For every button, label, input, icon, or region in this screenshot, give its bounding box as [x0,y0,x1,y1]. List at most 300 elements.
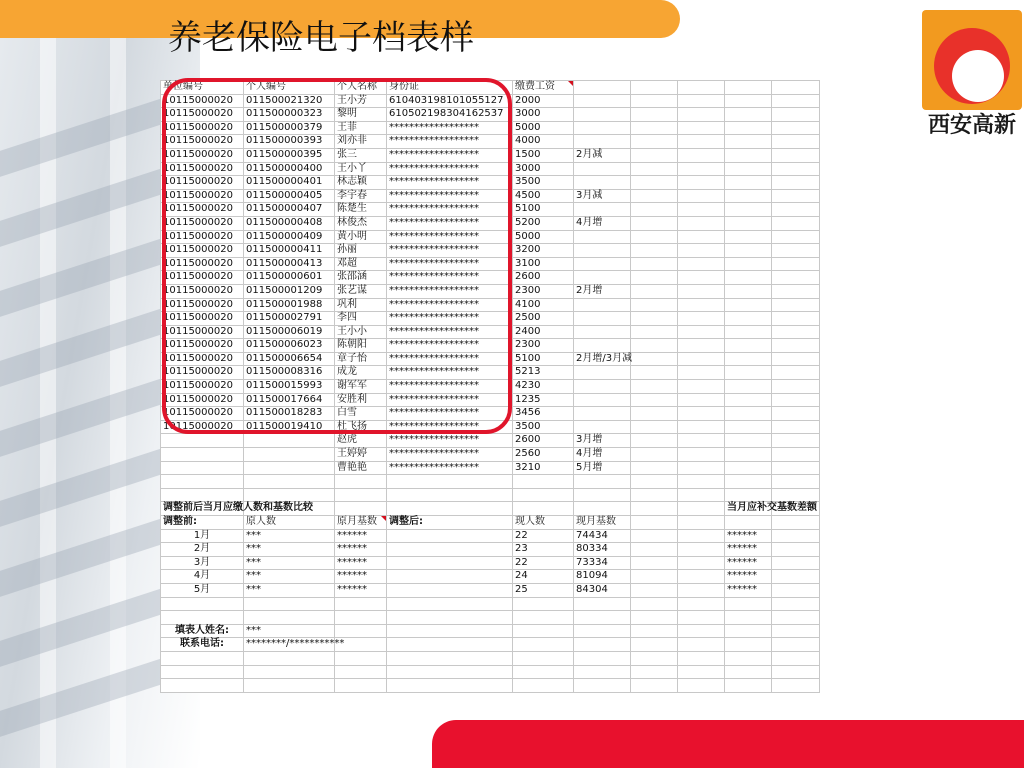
cell-person-id[interactable]: 011500000401 [244,176,335,190]
cell-wage[interactable]: 4100 [513,298,574,312]
cell-id-card[interactable]: ****************** [387,339,513,353]
empty-cell[interactable] [725,216,772,230]
empty-cell[interactable] [574,475,631,489]
cell-unit-id[interactable]: 10115000020 [161,366,244,380]
empty-cell[interactable] [678,257,725,271]
empty-cell[interactable] [631,216,678,230]
header-wage[interactable]: 缴费工资 [513,81,574,95]
empty-cell[interactable] [678,352,725,366]
empty-cell[interactable] [387,543,513,557]
empty-cell[interactable] [725,475,772,489]
empty-cell[interactable] [387,570,513,584]
empty-cell[interactable] [678,176,725,190]
cell-note[interactable] [574,298,631,312]
empty-cell[interactable] [725,81,772,95]
cell-unit-id[interactable]: 10115000020 [161,189,244,203]
before-count-header[interactable]: 原人数 [244,516,335,530]
cell-person-name[interactable]: 陈朝阳 [335,339,387,353]
cell-note[interactable] [574,325,631,339]
empty-cell[interactable] [244,679,335,693]
cell-person-id[interactable]: 011500018283 [244,407,335,421]
cell-note[interactable] [574,135,631,149]
cell-diff[interactable]: ****** [725,556,772,570]
empty-cell[interactable] [725,203,772,217]
cell-person-id[interactable]: 011500015993 [244,380,335,394]
cell-new-count[interactable]: 24 [513,570,574,584]
empty-cell[interactable] [387,583,513,597]
empty-cell[interactable] [772,257,820,271]
cell-note[interactable] [574,271,631,285]
cell-id-card[interactable]: ****************** [387,298,513,312]
cell-person-id[interactable]: 011500002791 [244,312,335,326]
cell-wage[interactable]: 2300 [513,284,574,298]
cell-person-name[interactable]: 王小小 [335,325,387,339]
cell-note[interactable]: 4月增 [574,216,631,230]
empty-cell[interactable] [574,597,631,611]
empty-cell[interactable] [772,434,820,448]
cell-orig-count[interactable]: *** [244,583,335,597]
empty-cell[interactable] [335,665,387,679]
empty-cell[interactable] [678,325,725,339]
empty-cell[interactable] [772,570,820,584]
empty-cell[interactable] [387,502,513,516]
cell-id-card[interactable]: ****************** [387,366,513,380]
cell-id-card[interactable]: ****************** [387,325,513,339]
empty-cell[interactable] [772,488,820,502]
cell-wage[interactable]: 2600 [513,434,574,448]
cell-unit-id[interactable]: 10115000020 [161,216,244,230]
empty-cell[interactable] [161,665,244,679]
cell-person-name[interactable]: 邓超 [335,257,387,271]
cell-unit-id[interactable]: 10115000020 [161,94,244,108]
after-base-header[interactable]: 现月基数 [574,516,631,530]
empty-cell[interactable] [387,556,513,570]
cell-unit-id[interactable]: 10115000020 [161,271,244,285]
cell-note[interactable]: 3月减 [574,189,631,203]
cell-person-name[interactable]: 张邵涵 [335,271,387,285]
cell-note[interactable] [574,203,631,217]
empty-cell[interactable] [574,665,631,679]
empty-cell[interactable] [631,448,678,462]
empty-cell[interactable] [387,651,513,665]
cell-unit-id[interactable]: 10115000020 [161,339,244,353]
cell-person-name[interactable]: 成龙 [335,366,387,380]
empty-cell[interactable] [772,108,820,122]
cell-person-name[interactable]: 白雪 [335,407,387,421]
cell-wage[interactable]: 3500 [513,420,574,434]
cell-orig-base[interactable]: ****** [335,543,387,557]
cell-wage[interactable]: 5200 [513,216,574,230]
empty-cell[interactable] [387,488,513,502]
empty-cell[interactable] [725,162,772,176]
empty-cell[interactable] [678,488,725,502]
cell-id-card[interactable]: ****************** [387,216,513,230]
cell-wage[interactable]: 5100 [513,203,574,217]
empty-cell[interactable] [631,352,678,366]
empty-cell[interactable] [631,257,678,271]
cell-person-id[interactable]: 011500008316 [244,366,335,380]
empty-cell[interactable] [631,407,678,421]
empty-cell[interactable] [678,638,725,652]
empty-cell[interactable] [631,148,678,162]
empty-cell[interactable] [335,488,387,502]
cell-id-card[interactable]: ****************** [387,203,513,217]
empty-cell[interactable] [631,162,678,176]
empty-cell[interactable] [772,638,820,652]
empty-cell[interactable] [631,135,678,149]
cell-wage[interactable]: 5000 [513,121,574,135]
empty-cell[interactable] [772,461,820,475]
empty-cell[interactable] [574,651,631,665]
empty-cell[interactable] [335,475,387,489]
empty-cell[interactable] [678,189,725,203]
cell-id-card[interactable]: ****************** [387,148,513,162]
cell-unit-id[interactable]: 10115000020 [161,108,244,122]
empty-cell[interactable] [631,516,678,530]
empty-cell[interactable] [678,244,725,258]
cell-id-card[interactable]: ****************** [387,434,513,448]
empty-cell[interactable] [631,94,678,108]
cell-person-id[interactable]: 011500019410 [244,420,335,434]
cell-person-name[interactable]: 黎明 [335,108,387,122]
empty-cell[interactable] [725,148,772,162]
cell-note[interactable] [574,121,631,135]
empty-cell[interactable] [772,448,820,462]
empty-cell[interactable] [631,502,678,516]
empty-cell[interactable] [772,516,820,530]
empty-cell[interactable] [772,162,820,176]
cell-id-card[interactable]: ****************** [387,135,513,149]
cell-note[interactable]: 4月增 [574,448,631,462]
cell-new-count[interactable]: 22 [513,529,574,543]
cell-diff[interactable]: ****** [725,583,772,597]
cell-id-card[interactable]: ****************** [387,312,513,326]
cell-id-card[interactable]: ****************** [387,244,513,258]
cell-id-card[interactable]: 610502198304162537 [387,108,513,122]
cell-unit-id[interactable]: 10115000020 [161,148,244,162]
empty-cell[interactable] [631,380,678,394]
empty-cell[interactable] [772,189,820,203]
cell-person-id[interactable] [244,434,335,448]
cell-new-base[interactable]: 80334 [574,543,631,557]
empty-cell[interactable] [772,611,820,625]
empty-cell[interactable] [772,475,820,489]
cell-month[interactable]: 5月 [161,583,244,597]
cell-person-name[interactable]: 王小芳 [335,94,387,108]
cell-id-card[interactable]: ****************** [387,448,513,462]
empty-cell[interactable] [725,94,772,108]
cell-wage[interactable]: 3100 [513,257,574,271]
empty-cell[interactable] [678,135,725,149]
empty-cell[interactable] [678,298,725,312]
empty-cell[interactable] [631,108,678,122]
cell-new-base[interactable]: 73334 [574,556,631,570]
cell-person-id[interactable]: 011500000395 [244,148,335,162]
empty-cell[interactable] [725,176,772,190]
empty-cell[interactable] [574,502,631,516]
filler-name-value[interactable]: *** [244,624,335,638]
cell-person-id[interactable]: 011500000601 [244,271,335,285]
empty-cell[interactable] [725,257,772,271]
cell-unit-id[interactable] [161,434,244,448]
empty-cell[interactable] [678,312,725,326]
empty-cell[interactable] [725,121,772,135]
empty-cell[interactable] [678,611,725,625]
empty-cell[interactable] [387,624,513,638]
empty-cell[interactable] [725,407,772,421]
empty-cell[interactable] [678,366,725,380]
empty-cell[interactable] [631,597,678,611]
cell-orig-count[interactable]: *** [244,543,335,557]
cell-wage[interactable]: 3456 [513,407,574,421]
before-base-header[interactable]: 原月基数 [335,516,387,530]
cell-person-name[interactable]: 李四 [335,312,387,326]
cell-person-name[interactable]: 谢军军 [335,380,387,394]
cell-wage[interactable]: 3210 [513,461,574,475]
empty-cell[interactable] [772,556,820,570]
empty-cell[interactable] [678,679,725,693]
empty-cell[interactable] [772,543,820,557]
empty-cell[interactable] [631,611,678,625]
empty-cell[interactable] [387,611,513,625]
cell-new-base[interactable]: 74434 [574,529,631,543]
cell-person-id[interactable]: 011500000405 [244,189,335,203]
empty-cell[interactable] [678,121,725,135]
empty-cell[interactable] [725,665,772,679]
cell-unit-id[interactable]: 10115000020 [161,230,244,244]
empty-cell[interactable] [678,407,725,421]
diff-heading[interactable]: 当月应补交基数差额 [725,502,772,516]
empty-cell[interactable] [678,543,725,557]
empty-cell[interactable] [513,638,574,652]
cell-unit-id[interactable]: 10115000020 [161,393,244,407]
cell-note[interactable] [574,393,631,407]
cell-unit-id[interactable]: 10115000020 [161,135,244,149]
cell-person-id[interactable]: 011500017664 [244,393,335,407]
cell-orig-base[interactable]: ****** [335,529,387,543]
empty-cell[interactable] [678,570,725,584]
cell-person-id[interactable]: 011500006023 [244,339,335,353]
cell-unit-id[interactable]: 10115000020 [161,312,244,326]
cell-unit-id[interactable]: 10115000020 [161,176,244,190]
empty-cell[interactable] [513,665,574,679]
cell-diff[interactable]: ****** [725,570,772,584]
cell-wage[interactable]: 5100 [513,352,574,366]
cell-unit-id[interactable]: 10115000020 [161,380,244,394]
empty-cell[interactable] [161,651,244,665]
empty-cell[interactable] [161,488,244,502]
empty-cell[interactable] [772,651,820,665]
empty-cell[interactable] [725,651,772,665]
empty-cell[interactable] [772,624,820,638]
cell-unit-id[interactable] [161,448,244,462]
empty-cell[interactable] [631,679,678,693]
cell-unit-id[interactable]: 10115000020 [161,121,244,135]
empty-cell[interactable] [678,434,725,448]
empty-cell[interactable] [631,312,678,326]
cell-orig-count[interactable]: *** [244,570,335,584]
cell-id-card[interactable]: ****************** [387,380,513,394]
empty-cell[interactable] [678,502,725,516]
empty-cell[interactable] [678,516,725,530]
cell-note[interactable]: 2月增 [574,284,631,298]
cell-month[interactable]: 4月 [161,570,244,584]
cell-note[interactable] [574,162,631,176]
empty-cell[interactable] [725,393,772,407]
cell-new-count[interactable]: 25 [513,583,574,597]
cell-person-id[interactable]: 011500000411 [244,244,335,258]
empty-cell[interactable] [772,366,820,380]
cell-id-card[interactable]: ****************** [387,420,513,434]
empty-cell[interactable] [725,380,772,394]
cell-id-card[interactable]: ****************** [387,352,513,366]
empty-cell[interactable] [631,570,678,584]
cell-wage[interactable]: 2500 [513,312,574,326]
empty-cell[interactable] [631,298,678,312]
cell-person-id[interactable]: 011500021320 [244,94,335,108]
empty-cell[interactable] [725,638,772,652]
empty-cell[interactable] [387,638,513,652]
cell-wage[interactable]: 2400 [513,325,574,339]
before-label[interactable]: 调整前: [161,516,244,530]
cell-wage[interactable]: 1500 [513,148,574,162]
empty-cell[interactable] [631,271,678,285]
empty-cell[interactable] [772,583,820,597]
empty-cell[interactable] [772,312,820,326]
empty-cell[interactable] [574,81,631,95]
empty-cell[interactable] [725,461,772,475]
empty-cell[interactable] [513,651,574,665]
cell-unit-id[interactable]: 10115000020 [161,407,244,421]
empty-cell[interactable] [678,108,725,122]
empty-cell[interactable] [161,611,244,625]
cell-person-name[interactable]: 李宇春 [335,189,387,203]
cell-unit-id[interactable]: 10115000020 [161,325,244,339]
empty-cell[interactable] [631,488,678,502]
cell-person-id[interactable]: 011500006654 [244,352,335,366]
cell-person-id[interactable] [244,461,335,475]
empty-cell[interactable] [772,244,820,258]
empty-cell[interactable] [335,611,387,625]
empty-cell[interactable] [631,81,678,95]
cell-note[interactable] [574,420,631,434]
empty-cell[interactable] [244,651,335,665]
empty-cell[interactable] [678,651,725,665]
empty-cell[interactable] [678,94,725,108]
empty-cell[interactable] [725,679,772,693]
empty-cell[interactable] [678,624,725,638]
empty-cell[interactable] [244,475,335,489]
cell-note[interactable]: 2月减 [574,148,631,162]
cell-note[interactable] [574,312,631,326]
empty-cell[interactable] [678,148,725,162]
empty-cell[interactable] [631,189,678,203]
header-id-card[interactable]: 身份证 [387,81,513,95]
empty-cell[interactable] [678,216,725,230]
empty-cell[interactable] [631,651,678,665]
cell-new-base[interactable]: 84304 [574,583,631,597]
cell-person-id[interactable]: 011500000379 [244,121,335,135]
empty-cell[interactable] [678,271,725,285]
empty-cell[interactable] [335,679,387,693]
empty-cell[interactable] [335,624,387,638]
empty-cell[interactable] [678,162,725,176]
phone-label[interactable]: 联系电话: [161,638,244,652]
empty-cell[interactable] [725,624,772,638]
cell-person-name[interactable]: 杜飞扬 [335,420,387,434]
empty-cell[interactable] [725,488,772,502]
empty-cell[interactable] [161,679,244,693]
cell-note[interactable] [574,94,631,108]
cell-person-id[interactable]: 011500000400 [244,162,335,176]
cell-id-card[interactable]: ****************** [387,393,513,407]
cell-person-id[interactable]: 011500001988 [244,298,335,312]
cell-person-name[interactable]: 章子怡 [335,352,387,366]
cell-wage[interactable]: 2560 [513,448,574,462]
cell-note[interactable] [574,339,631,353]
cell-wage[interactable]: 2600 [513,271,574,285]
empty-cell[interactable] [513,611,574,625]
cell-person-name[interactable]: 张艺谋 [335,284,387,298]
empty-cell[interactable] [772,94,820,108]
cell-wage[interactable]: 4500 [513,189,574,203]
empty-cell[interactable] [772,339,820,353]
empty-cell[interactable] [678,393,725,407]
empty-cell[interactable] [725,108,772,122]
empty-cell[interactable] [678,81,725,95]
empty-cell[interactable] [772,597,820,611]
empty-cell[interactable] [725,271,772,285]
empty-cell[interactable] [631,121,678,135]
cell-person-id[interactable]: 011500000413 [244,257,335,271]
cell-orig-count[interactable]: *** [244,529,335,543]
cell-wage[interactable]: 3000 [513,162,574,176]
empty-cell[interactable] [631,230,678,244]
empty-cell[interactable] [574,638,631,652]
empty-cell[interactable] [631,420,678,434]
empty-cell[interactable] [725,189,772,203]
empty-cell[interactable] [725,516,772,530]
cell-person-name[interactable]: 王菲 [335,121,387,135]
cell-diff[interactable]: ****** [725,543,772,557]
cell-wage[interactable]: 5000 [513,230,574,244]
cell-person-id[interactable]: 011500001209 [244,284,335,298]
empty-cell[interactable] [678,556,725,570]
cell-person-id[interactable] [244,448,335,462]
cell-orig-count[interactable]: *** [244,556,335,570]
empty-cell[interactable] [161,597,244,611]
empty-cell[interactable] [631,203,678,217]
empty-cell[interactable] [513,624,574,638]
cell-unit-id[interactable]: 10115000020 [161,284,244,298]
cell-unit-id[interactable]: 10115000020 [161,203,244,217]
empty-cell[interactable] [772,135,820,149]
empty-cell[interactable] [678,380,725,394]
cell-person-id[interactable]: 011500000407 [244,203,335,217]
empty-cell[interactable] [725,597,772,611]
empty-cell[interactable] [678,339,725,353]
cell-wage[interactable]: 4000 [513,135,574,149]
cell-id-card[interactable]: ****************** [387,407,513,421]
header-person-name[interactable]: 个人名称 [335,81,387,95]
cell-person-name[interactable]: 张三 [335,148,387,162]
empty-cell[interactable] [725,352,772,366]
empty-cell[interactable] [725,312,772,326]
empty-cell[interactable] [244,665,335,679]
empty-cell[interactable] [631,529,678,543]
cell-person-name[interactable]: 陈楚生 [335,203,387,217]
cell-wage[interactable]: 2300 [513,339,574,353]
